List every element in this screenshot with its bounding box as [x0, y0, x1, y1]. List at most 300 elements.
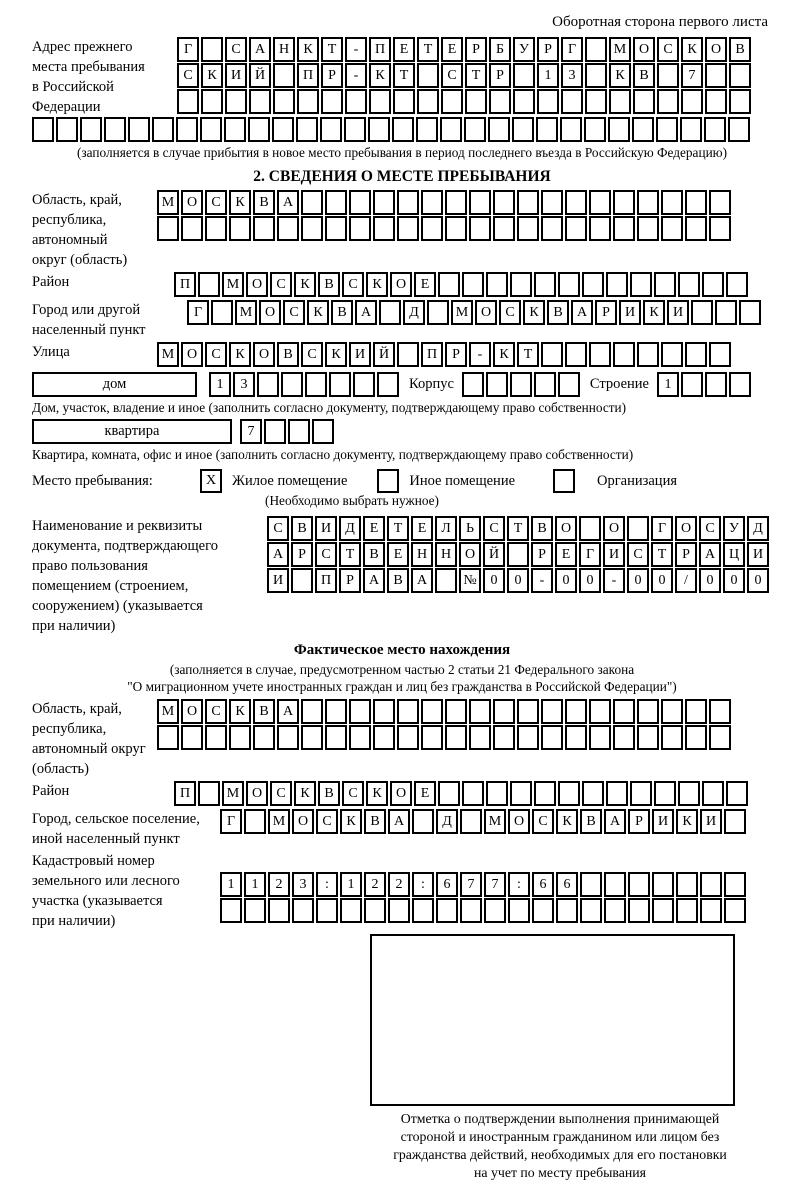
- char-cell[interactable]: [486, 272, 508, 297]
- char-cell[interactable]: К: [201, 63, 223, 88]
- char-cell[interactable]: А: [604, 809, 626, 834]
- char-cell[interactable]: Е: [411, 516, 433, 541]
- char-cell[interactable]: С: [532, 809, 554, 834]
- char-cell[interactable]: Л: [435, 516, 457, 541]
- char-cell[interactable]: [637, 699, 659, 724]
- char-cell[interactable]: [724, 872, 746, 897]
- char-cell[interactable]: [292, 898, 314, 923]
- char-cell[interactable]: [613, 190, 635, 215]
- char-cell[interactable]: [462, 781, 484, 806]
- char-cell[interactable]: [349, 699, 371, 724]
- char-cell[interactable]: [493, 699, 515, 724]
- char-cell[interactable]: [229, 216, 251, 241]
- char-cell[interactable]: [534, 372, 556, 397]
- char-cell[interactable]: [630, 272, 652, 297]
- char-cell[interactable]: [469, 699, 491, 724]
- char-cell[interactable]: И: [603, 542, 625, 567]
- char-cell[interactable]: [685, 699, 707, 724]
- char-cell[interactable]: 1: [244, 872, 266, 897]
- char-cell[interactable]: Й: [249, 63, 271, 88]
- char-cell[interactable]: [489, 89, 511, 114]
- char-cell[interactable]: Е: [363, 516, 385, 541]
- char-cell[interactable]: О: [705, 37, 727, 62]
- char-cell[interactable]: [608, 117, 630, 142]
- char-cell[interactable]: [329, 372, 351, 397]
- char-cell[interactable]: [493, 216, 515, 241]
- char-cell[interactable]: В: [633, 63, 655, 88]
- char-cell[interactable]: 3: [233, 372, 255, 397]
- char-cell[interactable]: [176, 117, 198, 142]
- char-cell[interactable]: [388, 898, 410, 923]
- char-cell[interactable]: И: [349, 342, 371, 367]
- char-cell[interactable]: [225, 89, 247, 114]
- char-cell[interactable]: -: [531, 568, 553, 593]
- char-cell[interactable]: [201, 37, 223, 62]
- char-cell[interactable]: О: [508, 809, 530, 834]
- char-cell[interactable]: Р: [489, 63, 511, 88]
- char-cell[interactable]: [632, 117, 654, 142]
- char-cell[interactable]: 1: [657, 372, 679, 397]
- char-cell[interactable]: [579, 516, 601, 541]
- char-cell[interactable]: Й: [373, 342, 395, 367]
- char-cell[interactable]: 7: [240, 419, 262, 444]
- char-cell[interactable]: [264, 419, 286, 444]
- char-cell[interactable]: Т: [507, 516, 529, 541]
- char-cell[interactable]: [637, 216, 659, 241]
- char-cell[interactable]: П: [174, 272, 196, 297]
- char-cell[interactable]: [397, 699, 419, 724]
- char-cell[interactable]: [211, 300, 233, 325]
- char-cell[interactable]: [469, 190, 491, 215]
- char-cell[interactable]: [397, 216, 419, 241]
- char-cell[interactable]: [654, 272, 676, 297]
- char-cell[interactable]: [462, 272, 484, 297]
- char-cell[interactable]: [637, 342, 659, 367]
- char-cell[interactable]: [198, 272, 220, 297]
- char-cell[interactable]: :: [508, 872, 530, 897]
- char-cell[interactable]: [709, 699, 731, 724]
- char-cell[interactable]: [700, 898, 722, 923]
- char-cell[interactable]: В: [729, 37, 751, 62]
- char-cell[interactable]: [316, 898, 338, 923]
- char-cell[interactable]: С: [177, 63, 199, 88]
- char-cell[interactable]: К: [366, 272, 388, 297]
- char-cell[interactable]: [637, 190, 659, 215]
- char-cell[interactable]: [325, 216, 347, 241]
- char-cell[interactable]: К: [681, 37, 703, 62]
- char-cell[interactable]: [340, 898, 362, 923]
- char-cell[interactable]: [349, 216, 371, 241]
- char-cell[interactable]: М: [484, 809, 506, 834]
- char-cell[interactable]: [517, 190, 539, 215]
- char-cell[interactable]: Н: [435, 542, 457, 567]
- char-cell[interactable]: [441, 89, 463, 114]
- char-cell[interactable]: Г: [187, 300, 209, 325]
- char-cell[interactable]: Р: [445, 342, 467, 367]
- char-cell[interactable]: [589, 699, 611, 724]
- char-cell[interactable]: 2: [364, 872, 386, 897]
- char-cell[interactable]: М: [235, 300, 257, 325]
- char-cell[interactable]: [584, 117, 606, 142]
- char-cell[interactable]: [715, 300, 737, 325]
- char-cell[interactable]: С: [316, 809, 338, 834]
- char-cell[interactable]: [565, 342, 587, 367]
- char-cell[interactable]: С: [483, 516, 505, 541]
- char-cell[interactable]: [157, 216, 179, 241]
- checkbox-organization[interactable]: [553, 469, 575, 493]
- char-cell[interactable]: Ь: [459, 516, 481, 541]
- char-cell[interactable]: К: [493, 342, 515, 367]
- char-cell[interactable]: [291, 568, 313, 593]
- char-cell[interactable]: [681, 372, 703, 397]
- char-cell[interactable]: [273, 63, 295, 88]
- char-cell[interactable]: [589, 342, 611, 367]
- char-cell[interactable]: Р: [321, 63, 343, 88]
- char-cell[interactable]: [585, 63, 607, 88]
- char-cell[interactable]: [517, 725, 539, 750]
- char-cell[interactable]: [301, 699, 323, 724]
- char-cell[interactable]: [325, 699, 347, 724]
- char-cell[interactable]: [253, 216, 275, 241]
- char-cell[interactable]: [558, 372, 580, 397]
- char-cell[interactable]: [726, 781, 748, 806]
- char-cell[interactable]: Т: [321, 37, 343, 62]
- char-cell[interactable]: [248, 117, 270, 142]
- char-cell[interactable]: 0: [747, 568, 769, 593]
- char-cell[interactable]: :: [412, 872, 434, 897]
- char-cell[interactable]: [301, 216, 323, 241]
- char-cell[interactable]: С: [205, 342, 227, 367]
- char-cell[interactable]: [460, 898, 482, 923]
- char-cell[interactable]: Р: [531, 542, 553, 567]
- char-cell[interactable]: 1: [209, 372, 231, 397]
- char-cell[interactable]: Г: [220, 809, 242, 834]
- char-cell[interactable]: [704, 117, 726, 142]
- char-cell[interactable]: [421, 190, 443, 215]
- char-cell[interactable]: [652, 872, 674, 897]
- char-cell[interactable]: С: [342, 781, 364, 806]
- char-cell[interactable]: Т: [651, 542, 673, 567]
- char-cell[interactable]: С: [205, 190, 227, 215]
- char-cell[interactable]: Д: [403, 300, 425, 325]
- char-cell[interactable]: В: [318, 781, 340, 806]
- char-cell[interactable]: Е: [393, 37, 415, 62]
- char-cell[interactable]: [729, 372, 751, 397]
- char-cell[interactable]: И: [700, 809, 722, 834]
- char-cell[interactable]: [541, 725, 563, 750]
- house-type-box[interactable]: дом: [32, 372, 197, 397]
- char-cell[interactable]: [373, 699, 395, 724]
- char-cell[interactable]: Г: [177, 37, 199, 62]
- char-cell[interactable]: Е: [555, 542, 577, 567]
- char-cell[interactable]: [205, 216, 227, 241]
- char-cell[interactable]: С: [499, 300, 521, 325]
- char-cell[interactable]: [445, 725, 467, 750]
- char-cell[interactable]: 0: [483, 568, 505, 593]
- char-cell[interactable]: Д: [747, 516, 769, 541]
- char-cell[interactable]: [678, 781, 700, 806]
- char-cell[interactable]: [565, 725, 587, 750]
- char-cell[interactable]: [582, 272, 604, 297]
- char-cell[interactable]: [657, 89, 679, 114]
- char-cell[interactable]: [445, 190, 467, 215]
- char-cell[interactable]: Р: [675, 542, 697, 567]
- char-cell[interactable]: [702, 272, 724, 297]
- char-cell[interactable]: И: [747, 542, 769, 567]
- char-cell[interactable]: [393, 89, 415, 114]
- char-cell[interactable]: Д: [339, 516, 361, 541]
- char-cell[interactable]: П: [369, 37, 391, 62]
- char-cell[interactable]: Й: [483, 542, 505, 567]
- char-cell[interactable]: [681, 89, 703, 114]
- char-cell[interactable]: В: [253, 190, 275, 215]
- char-cell[interactable]: [709, 190, 731, 215]
- char-cell[interactable]: [507, 542, 529, 567]
- char-cell[interactable]: [392, 117, 414, 142]
- char-cell[interactable]: [445, 216, 467, 241]
- char-cell[interactable]: [325, 190, 347, 215]
- char-cell[interactable]: [609, 89, 631, 114]
- char-cell[interactable]: К: [556, 809, 578, 834]
- char-cell[interactable]: [585, 89, 607, 114]
- char-cell[interactable]: К: [609, 63, 631, 88]
- char-cell[interactable]: Т: [417, 37, 439, 62]
- char-cell[interactable]: А: [388, 809, 410, 834]
- char-cell[interactable]: -: [345, 37, 367, 62]
- char-cell[interactable]: [726, 272, 748, 297]
- char-cell[interactable]: [152, 117, 174, 142]
- char-cell[interactable]: №: [459, 568, 481, 593]
- char-cell[interactable]: [739, 300, 761, 325]
- char-cell[interactable]: [676, 872, 698, 897]
- char-cell[interactable]: В: [580, 809, 602, 834]
- char-cell[interactable]: [417, 63, 439, 88]
- char-cell[interactable]: [724, 809, 746, 834]
- char-cell[interactable]: О: [181, 342, 203, 367]
- char-cell[interactable]: Г: [579, 542, 601, 567]
- char-cell[interactable]: [312, 419, 334, 444]
- char-cell[interactable]: /: [675, 568, 697, 593]
- char-cell[interactable]: -: [603, 568, 625, 593]
- char-cell[interactable]: К: [297, 37, 319, 62]
- char-cell[interactable]: [627, 516, 649, 541]
- char-cell[interactable]: [301, 725, 323, 750]
- char-cell[interactable]: Н: [273, 37, 295, 62]
- char-cell[interactable]: О: [292, 809, 314, 834]
- char-cell[interactable]: [373, 190, 395, 215]
- char-cell[interactable]: К: [643, 300, 665, 325]
- char-cell[interactable]: [536, 117, 558, 142]
- char-cell[interactable]: О: [555, 516, 577, 541]
- char-cell[interactable]: [181, 725, 203, 750]
- char-cell[interactable]: Е: [414, 272, 436, 297]
- char-cell[interactable]: [657, 63, 679, 88]
- char-cell[interactable]: О: [259, 300, 281, 325]
- char-cell[interactable]: Б: [489, 37, 511, 62]
- char-cell[interactable]: [613, 699, 635, 724]
- char-cell[interactable]: [613, 725, 635, 750]
- char-cell[interactable]: [484, 898, 506, 923]
- char-cell[interactable]: [541, 190, 563, 215]
- char-cell[interactable]: И: [667, 300, 689, 325]
- char-cell[interactable]: Р: [595, 300, 617, 325]
- char-cell[interactable]: 7: [681, 63, 703, 88]
- char-cell[interactable]: :: [316, 872, 338, 897]
- char-cell[interactable]: [685, 216, 707, 241]
- char-cell[interactable]: [229, 725, 251, 750]
- char-cell[interactable]: [198, 781, 220, 806]
- char-cell[interactable]: В: [331, 300, 353, 325]
- char-cell[interactable]: [580, 898, 602, 923]
- char-cell[interactable]: К: [366, 781, 388, 806]
- char-cell[interactable]: В: [363, 542, 385, 567]
- char-cell[interactable]: [460, 809, 482, 834]
- char-cell[interactable]: А: [277, 190, 299, 215]
- char-cell[interactable]: [427, 300, 449, 325]
- char-cell[interactable]: [661, 190, 683, 215]
- char-cell[interactable]: 1: [537, 63, 559, 88]
- checkbox-residential[interactable]: X: [200, 469, 222, 493]
- char-cell[interactable]: [534, 272, 556, 297]
- char-cell[interactable]: [421, 699, 443, 724]
- char-cell[interactable]: [685, 190, 707, 215]
- char-cell[interactable]: [676, 898, 698, 923]
- char-cell[interactable]: С: [283, 300, 305, 325]
- char-cell[interactable]: [628, 872, 650, 897]
- char-cell[interactable]: [589, 190, 611, 215]
- char-cell[interactable]: О: [390, 272, 412, 297]
- char-cell[interactable]: [510, 781, 532, 806]
- char-cell[interactable]: 3: [561, 63, 583, 88]
- char-cell[interactable]: [412, 809, 434, 834]
- char-cell[interactable]: [558, 781, 580, 806]
- char-cell[interactable]: [272, 117, 294, 142]
- char-cell[interactable]: [606, 781, 628, 806]
- char-cell[interactable]: В: [387, 568, 409, 593]
- char-cell[interactable]: [421, 216, 443, 241]
- char-cell[interactable]: [705, 89, 727, 114]
- char-cell[interactable]: [128, 117, 150, 142]
- char-cell[interactable]: 2: [388, 872, 410, 897]
- char-cell[interactable]: [205, 725, 227, 750]
- char-cell[interactable]: В: [318, 272, 340, 297]
- char-cell[interactable]: [661, 725, 683, 750]
- char-cell[interactable]: [558, 272, 580, 297]
- char-cell[interactable]: [224, 117, 246, 142]
- char-cell[interactable]: М: [157, 699, 179, 724]
- char-cell[interactable]: С: [225, 37, 247, 62]
- char-cell[interactable]: 6: [556, 872, 578, 897]
- char-cell[interactable]: [445, 699, 467, 724]
- char-cell[interactable]: П: [174, 781, 196, 806]
- char-cell[interactable]: [56, 117, 78, 142]
- char-cell[interactable]: [637, 725, 659, 750]
- char-cell[interactable]: [604, 898, 626, 923]
- apartment-type-box[interactable]: квартира: [32, 419, 232, 444]
- char-cell[interactable]: 0: [651, 568, 673, 593]
- char-cell[interactable]: М: [157, 342, 179, 367]
- char-cell[interactable]: В: [253, 699, 275, 724]
- char-cell[interactable]: [379, 300, 401, 325]
- char-cell[interactable]: [462, 372, 484, 397]
- char-cell[interactable]: [493, 190, 515, 215]
- char-cell[interactable]: [277, 725, 299, 750]
- char-cell[interactable]: [661, 342, 683, 367]
- char-cell[interactable]: К: [229, 342, 251, 367]
- char-cell[interactable]: [157, 725, 179, 750]
- char-cell[interactable]: К: [523, 300, 545, 325]
- char-cell[interactable]: И: [225, 63, 247, 88]
- char-cell[interactable]: Р: [339, 568, 361, 593]
- char-cell[interactable]: О: [246, 781, 268, 806]
- char-cell[interactable]: [397, 190, 419, 215]
- char-cell[interactable]: И: [267, 568, 289, 593]
- char-cell[interactable]: -: [345, 63, 367, 88]
- char-cell[interactable]: [349, 725, 371, 750]
- char-cell[interactable]: [724, 898, 746, 923]
- char-cell[interactable]: К: [369, 63, 391, 88]
- char-cell[interactable]: [585, 37, 607, 62]
- char-cell[interactable]: [705, 63, 727, 88]
- char-cell[interactable]: У: [513, 37, 535, 62]
- char-cell[interactable]: [249, 89, 271, 114]
- char-cell[interactable]: [244, 898, 266, 923]
- char-cell[interactable]: [589, 725, 611, 750]
- char-cell[interactable]: [220, 898, 242, 923]
- char-cell[interactable]: Д: [436, 809, 458, 834]
- char-cell[interactable]: [541, 216, 563, 241]
- char-cell[interactable]: С: [267, 516, 289, 541]
- char-cell[interactable]: [281, 372, 303, 397]
- char-cell[interactable]: [257, 372, 279, 397]
- char-cell[interactable]: [181, 216, 203, 241]
- char-cell[interactable]: Г: [561, 37, 583, 62]
- char-cell[interactable]: У: [723, 516, 745, 541]
- char-cell[interactable]: [661, 699, 683, 724]
- char-cell[interactable]: [512, 117, 534, 142]
- char-cell[interactable]: 0: [723, 568, 745, 593]
- char-cell[interactable]: [421, 725, 443, 750]
- char-cell[interactable]: [244, 809, 266, 834]
- char-cell[interactable]: [700, 872, 722, 897]
- char-cell[interactable]: [273, 89, 295, 114]
- char-cell[interactable]: [513, 89, 535, 114]
- char-cell[interactable]: [464, 117, 486, 142]
- char-cell[interactable]: [297, 89, 319, 114]
- char-cell[interactable]: В: [547, 300, 569, 325]
- char-cell[interactable]: К: [325, 342, 347, 367]
- char-cell[interactable]: А: [277, 699, 299, 724]
- char-cell[interactable]: С: [270, 781, 292, 806]
- char-cell[interactable]: [353, 372, 375, 397]
- char-cell[interactable]: С: [301, 342, 323, 367]
- char-cell[interactable]: [412, 898, 434, 923]
- char-cell[interactable]: [532, 898, 554, 923]
- char-cell[interactable]: [709, 216, 731, 241]
- char-cell[interactable]: С: [342, 272, 364, 297]
- char-cell[interactable]: [201, 89, 223, 114]
- char-cell[interactable]: О: [633, 37, 655, 62]
- char-cell[interactable]: [561, 89, 583, 114]
- char-cell[interactable]: Ц: [723, 542, 745, 567]
- char-cell[interactable]: [488, 117, 510, 142]
- char-cell[interactable]: [493, 725, 515, 750]
- char-cell[interactable]: Р: [628, 809, 650, 834]
- char-cell[interactable]: -: [469, 342, 491, 367]
- char-cell[interactable]: Р: [291, 542, 313, 567]
- char-cell[interactable]: [486, 372, 508, 397]
- char-cell[interactable]: О: [459, 542, 481, 567]
